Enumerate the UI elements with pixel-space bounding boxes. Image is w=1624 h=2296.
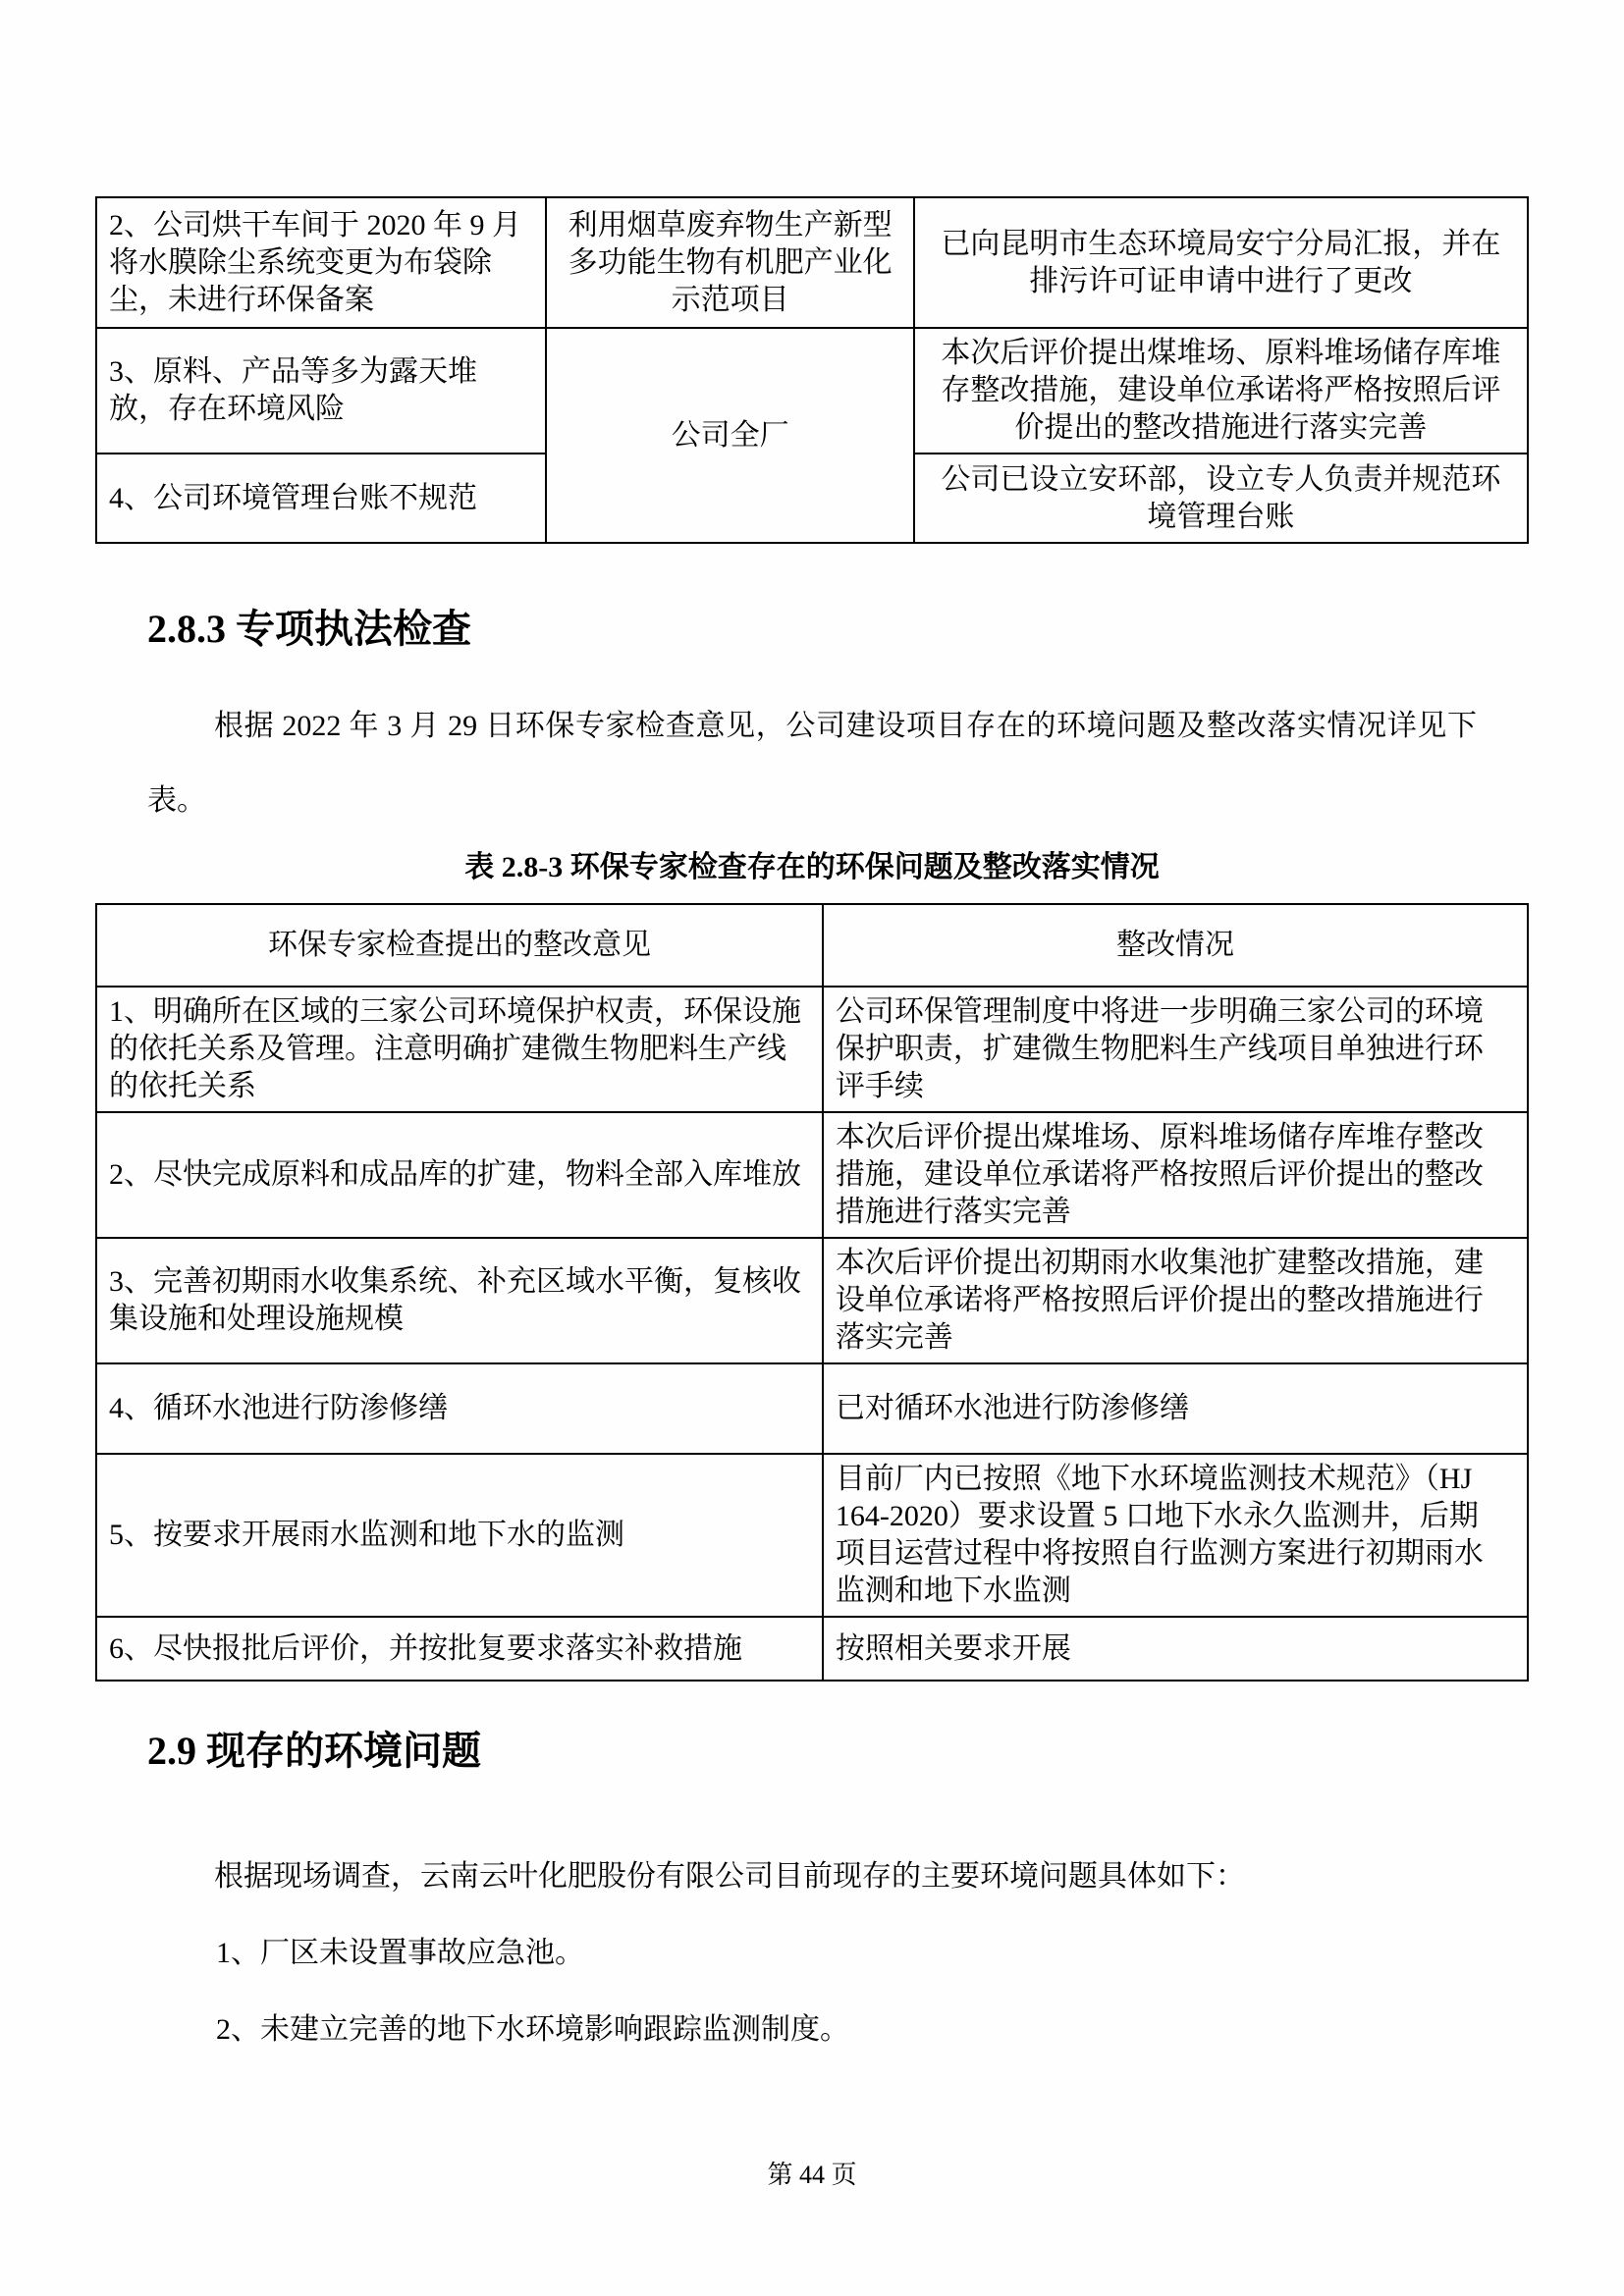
opinion-cell: 4、循环水池进行防渗修缮 xyxy=(96,1363,823,1454)
problem-cell: 4、公司环境管理台账不规范 xyxy=(96,454,546,543)
status-cell: 本次后评价提出煤堆场、原料堆场储存库堆存整改措施，建设单位承诺将严格按照后评价提出的整改措施进行落实完善 xyxy=(823,1112,1528,1238)
column-header-status: 整改情况 xyxy=(823,904,1528,987)
problem-cell: 2、公司烘干车间于 2020 年 9 月将水膜除尘系统变更为布袋除尘，未进行环保备案 xyxy=(96,197,546,328)
table-row xyxy=(96,1238,1528,1363)
location-cell: 利用烟草废弃物生产新型多功能生物有机肥产业化示范项目 xyxy=(546,197,913,328)
measure-cell: 本次后评价提出煤堆场、原料堆场储存库堆存整改措施，建设单位承诺将严格按照后评价提出的整改措施进行落实完善 xyxy=(914,328,1528,454)
measure-cell: 公司已设立安环部，设立专人负责并规范环境管理台账 xyxy=(914,454,1528,543)
measure-cell: 已向昆明市生态环境局安宁分局汇报，并在排污许可证申请中进行了更改 xyxy=(914,197,1528,328)
section-2-9-paragraph: 根据现场调查，云南云叶化肥股份有限公司目前现存的主要环境问题具体如下： xyxy=(214,1860,1245,1893)
status-cell: 按照相关要求开展 xyxy=(823,1617,1528,1681)
table-row xyxy=(96,1363,1528,1454)
status-cell: 目前厂内已按照《地下水环境监测技术规范》（HJ 164-2020）要求设置 5 口地下水永久监测井，后期项目运营过程中将按照自行监测方案进行初期雨水监测和地下水监测 xyxy=(823,1454,1528,1617)
table-row xyxy=(96,1617,1528,1681)
page-number-footer: 第 44 页 xyxy=(767,2161,857,2189)
location-cell-merged: 公司全厂 xyxy=(546,328,913,543)
opinion-cell: 1、明确所在区域的三家公司环境保护权责，环保设施的依托关系及管理。注意明确扩建微生物肥料生产线的依托关系 xyxy=(96,987,823,1112)
status-cell: 本次后评价提出初期雨水收集池扩建整改措施，建设单位承诺将严格按照后评价提出的整改措施进行落实完善 xyxy=(823,1238,1528,1363)
table-row xyxy=(96,197,1528,328)
table-2-8-3-title: 表 2.8-3 环保专家检查存在的环保问题及整改落实情况 xyxy=(464,851,1160,883)
problem-cell: 3、原料、产品等多为露天堆放，存在环境风险 xyxy=(96,328,546,454)
opinion-cell: 5、按要求开展雨水监测和地下水的监测 xyxy=(96,1454,823,1617)
opinion-cell: 6、尽快报批后评价，并按批复要求落实补救措施 xyxy=(96,1617,823,1681)
rectification-continuation-table xyxy=(95,196,1529,544)
table-row xyxy=(96,1112,1528,1238)
table-row xyxy=(96,987,1528,1112)
expert-inspection-table xyxy=(95,903,1529,1682)
opinion-cell: 2、尽快完成原料和成品库的扩建，物料全部入库堆放 xyxy=(96,1112,823,1238)
list-item: 2、未建立完善的地下水环境影响跟踪监测制度。 xyxy=(216,2013,849,2046)
column-header-opinion: 环保专家检查提出的整改意见 xyxy=(96,904,823,987)
table-header-row xyxy=(96,904,1528,987)
list-item: 1、厂区未设置事故应急池。 xyxy=(216,1937,584,1969)
section-heading-2-8-3: 2.8.3 专项执法检查 xyxy=(147,607,471,651)
status-cell: 公司环保管理制度中将进一步明确三家公司的环境保护职责，扩建微生物肥料生产线项目单独进行环评手续 xyxy=(823,987,1528,1112)
section-2-8-3-paragraph: 根据 2022 年 3 月 29 日环保专家检查意见，公司建设项目存在的环境问题及整改落实情况详见下表。 xyxy=(147,710,1477,817)
opinion-cell: 3、完善初期雨水收集系统、补充区域水平衡，复核收集设施和处理设施规模 xyxy=(96,1238,823,1363)
table-row xyxy=(96,328,1528,454)
table-row xyxy=(96,1454,1528,1617)
section-heading-2-9: 2.9 现存的环境问题 xyxy=(147,1729,481,1773)
status-cell: 已对循环水池进行防渗修缮 xyxy=(823,1363,1528,1454)
